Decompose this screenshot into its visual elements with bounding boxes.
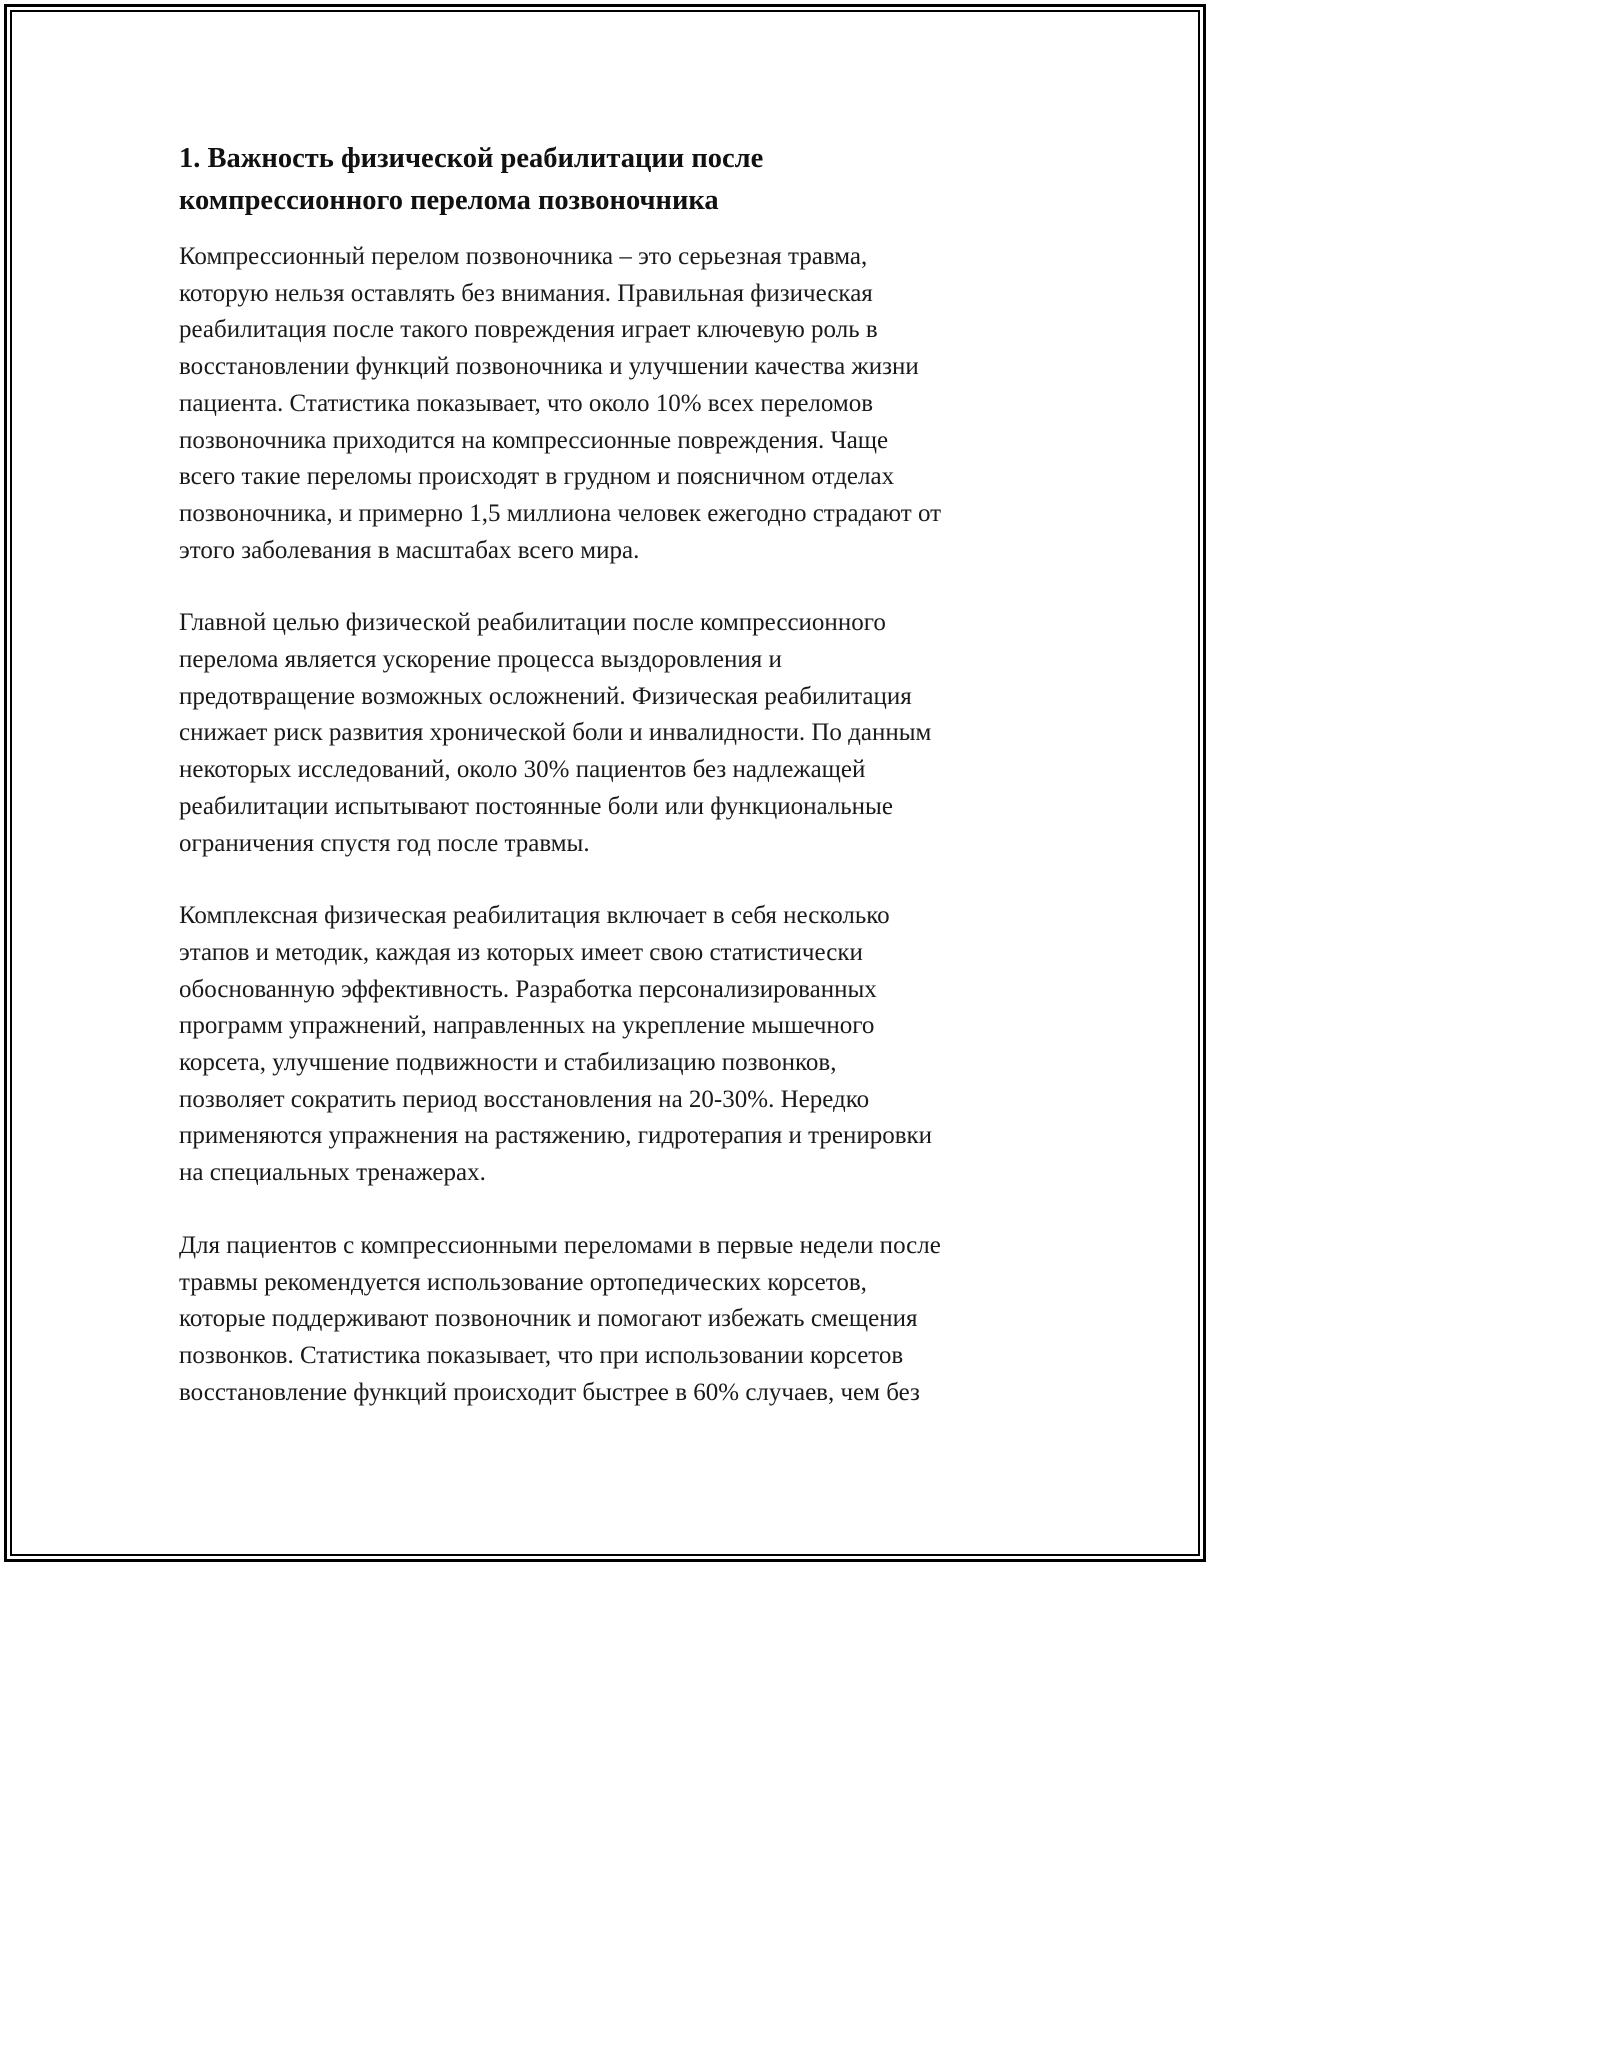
text-line: Комплексная физическая реабилитация включает в себя несколько — [179, 902, 890, 930]
text-line: Главной целью физической реабилитации после компрессионного — [179, 609, 886, 637]
text-line: травмы рекомендуется использование ортопедических корсетов, — [179, 1268, 867, 1296]
text-line: восстановлении функций позвоночника и улучшении качества жизни — [179, 353, 919, 381]
text-line: ограничения спустя год после травмы. — [179, 829, 590, 857]
text-line: этого заболевания в масштабах всего мира. — [179, 536, 640, 564]
text-line: позвоночника приходится на компрессионные повреждения. Чаще — [179, 426, 889, 454]
heading-line: 1. Важность физической реабилитации после — [179, 143, 764, 174]
text-line: корсета, улучшение подвижности и стабилизацию позвонков, — [179, 1049, 837, 1077]
text-line: восстановление функций происходит быстрее в 60% случаев, чем без — [179, 1378, 920, 1406]
text-line: программ упражнений, направленных на укрепление мышечного — [179, 1012, 875, 1040]
text-line: позволяет сократить период восстановления на 20-30%. Нередко — [179, 1085, 870, 1113]
text-line: всего такие переломы происходят в грудном и поясничном отделах — [179, 463, 895, 491]
text-line: Компрессионный перелом позвоночника – это серьезная травма, — [179, 243, 868, 270]
text-line: позвоночника, и примерно 1,5 миллиона человек ежегодно страдают от — [179, 499, 942, 527]
text-line: предотвращение возможных осложнений. Физическая реабилитация — [179, 682, 912, 710]
document-body — [179, 138, 1039, 1447]
text-line: этапов и методик, каждая из которых имеет свою статистически — [179, 938, 863, 966]
text-line: Для пациентов с компрессионными переломами в первые недели после — [179, 1231, 941, 1259]
text-line: которую нельзя оставлять без внимания. Правильная физическая — [179, 279, 873, 307]
text-line: реабилитация после такого повреждения играет ключевую роль в — [179, 316, 878, 344]
text-line: которые поддерживают позвоночник и помогают избежать смещения — [179, 1305, 918, 1333]
text-line: реабилитации испытывают постоянные боли или функциональные — [179, 792, 893, 820]
text-line: снижает риск развития хронической боли и инвалидности. По данным — [179, 719, 932, 747]
paragraph-3 — [179, 898, 1039, 1192]
text-line: обоснованную эффективность. Разработка персонализированных — [179, 975, 877, 1003]
text-line: позвонков. Статистика показывает, что при использовании корсетов — [179, 1341, 904, 1369]
heading-line: компрессионного перелома позвоночника — [179, 185, 719, 216]
paragraph-4 — [179, 1228, 1039, 1412]
text-line: перелома является ускорение процесса выздоровления и — [179, 646, 782, 674]
text-line: на специальных тренажерах. — [179, 1159, 486, 1187]
text-line: некоторых исследований, около 30% пациентов без надлежащей — [179, 756, 866, 784]
text-line: применяются упражнения на растяжению, гидротерапия и тренировки — [179, 1122, 933, 1150]
paragraph-2 — [179, 605, 1039, 862]
text-line: пациента. Статистика показывает, что около 10% всех переломов — [179, 389, 874, 417]
paragraph-1 — [179, 239, 1039, 569]
section-heading — [179, 138, 1039, 222]
